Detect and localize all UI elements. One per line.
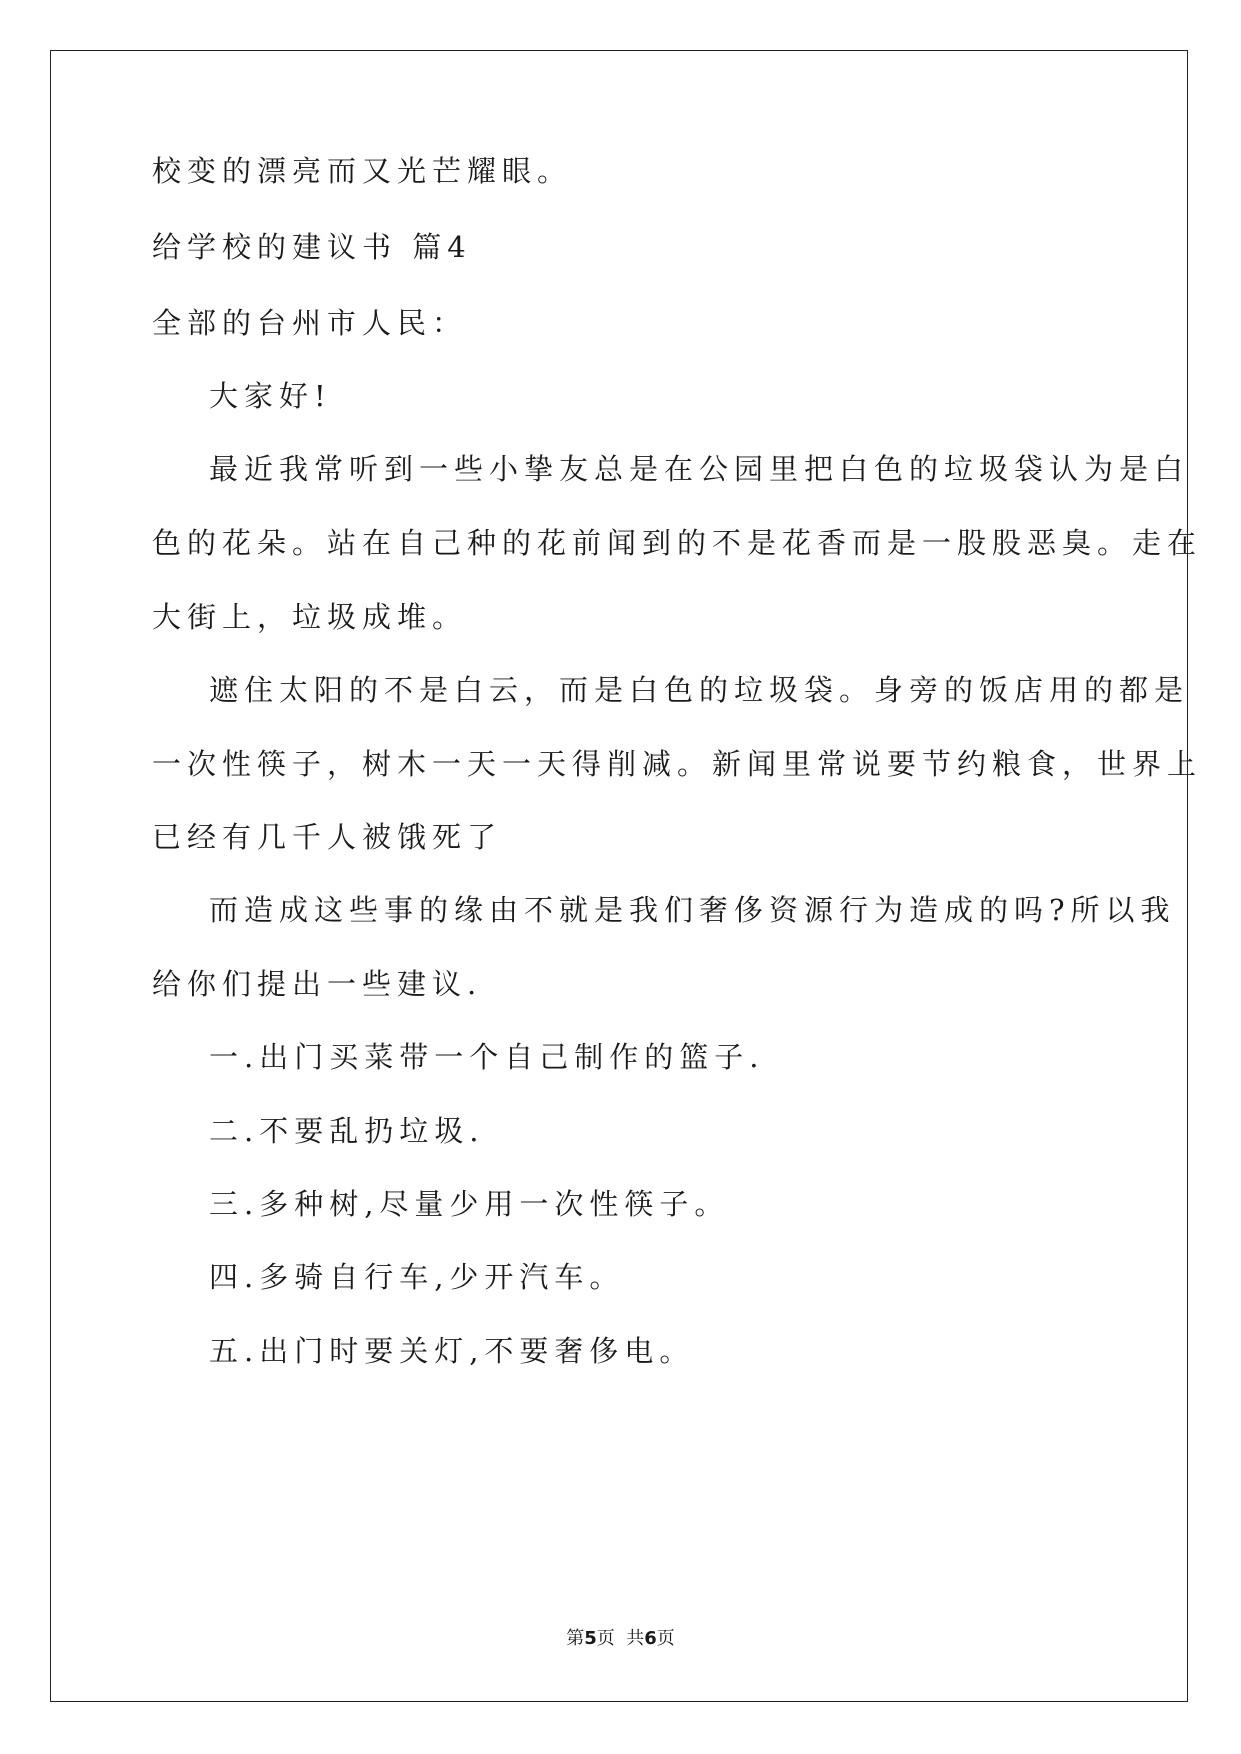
page-footer <box>0 1624 1241 1650</box>
page-suffix: 页 <box>656 1628 675 1649</box>
suggestion-item: 四.多骑自行车,少开汽车。 <box>209 1260 625 1294</box>
page-border <box>50 50 1188 1702</box>
page-middle: 页 共 <box>596 1628 645 1649</box>
suggestion-item: 三.多种树,尽量少用一次性筷子。 <box>209 1187 730 1221</box>
page-prefix: 第 <box>566 1628 585 1649</box>
paragraph-continuation: 校变的漂亮而又光芒耀眼。 <box>152 154 573 188</box>
page-total-number: 6 <box>644 1628 657 1649</box>
paragraph-line: 大街上，垃圾成堆。 <box>152 600 468 634</box>
page-current-number: 5 <box>584 1628 597 1649</box>
suggestion-item: 二.不要乱扔垃圾. <box>209 1114 485 1148</box>
paragraph-line: 一次性筷子，树木一天一天得削减。新闻里常说要节约粮食，世界上 <box>152 747 1203 781</box>
section-heading: 给学校的建议书 篇4 <box>152 230 472 264</box>
paragraph-line: 给你们提出一些建议. <box>152 967 483 1001</box>
greeting: 大家好! <box>209 379 332 413</box>
suggestion-item: 一.出门买菜带一个自己制作的篮子. <box>209 1040 765 1074</box>
suggestion-item: 五.出门时要关灯,不要奢侈电。 <box>209 1334 695 1368</box>
paragraph-line: 遮住太阳的不是白云，而是白色的垃圾袋。身旁的饭店用的都是 <box>209 673 1190 707</box>
paragraph-line: 最近我常听到一些小挚友总是在公园里把白色的垃圾袋认为是白 <box>209 452 1190 486</box>
salutation: 全部的台州市人民： <box>152 306 468 340</box>
paragraph-line: 已经有几千人被饿死了 <box>152 820 503 854</box>
paragraph-line: 色的花朵。站在自己种的花前闻到的不是花香而是一股股恶臭。走在 <box>152 526 1203 560</box>
paragraph-line: 而造成这些事的缘由不就是我们奢侈资源行为造成的吗?所以我 <box>209 893 1176 927</box>
